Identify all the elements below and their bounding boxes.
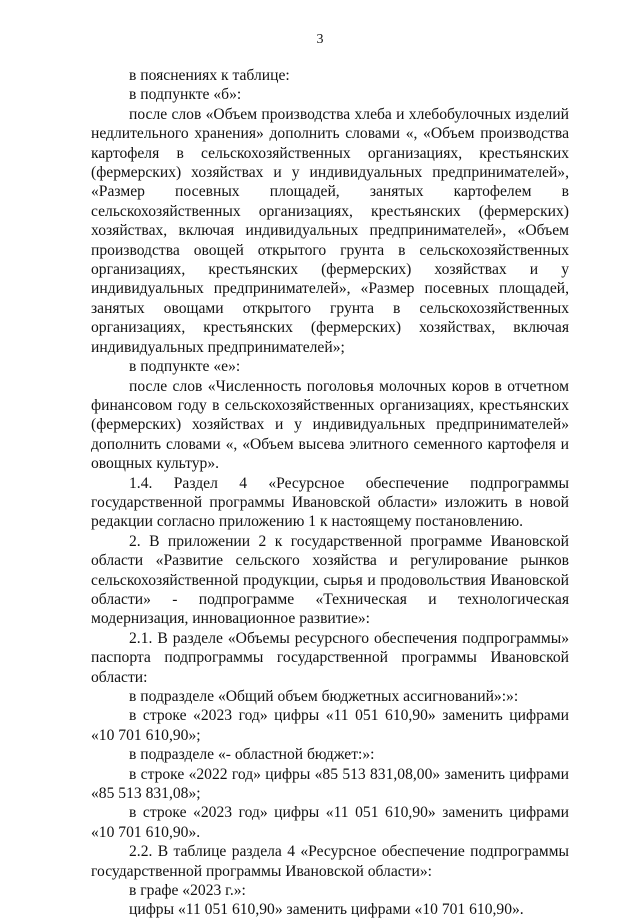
paragraph: в строке «2023 год» цифры «11 051 610,90» заменить цифрами «10 701 610,90». [91,804,569,841]
document-body [91,66,569,920]
paragraph: 2.2. В таблице раздела 4 «Ресурсное обеспечение подпрограммы государственной программы Ивановской области»: [91,843,569,880]
paragraph: цифры «11 051 610,90» заменить цифрами «10 701 610,90». [129,901,524,919]
paragraph: в подразделе «Общий объем бюджетных ассигнований»:»: [129,688,519,705]
paragraph: в подпункте «е»: [129,358,241,376]
paragraph: после слов «Объем производства хлеба и хлебобулочных изделий недлительного хранения» дополнить словами «, «Объем производства картофеля в сельскохозяйственных организациях, крестьянских (фермерских) хозяйствах и у индивидуальных предпринимателей», «Размер посевных площадей, занятых картофелем в сельскохозяйственных организациях, крестьянских (фермерских) хозяйствах, включая индивидуальных предпринимателей», «Объем производства овощей открытого грунта в сельскохозяйственных организациях, крестьянских (фермерских) хозяйствах и у индивидуальных предпринимателей», «Размер посевных площадей, занятых овощами открытого грунта в сельскохозяйственных организациях, крестьянских (фермерских) хозяйствах, включая индивидуальных предпринимателей»; [91,105,569,356]
paragraph: после слов «Численность поголовья молочных коров в отчетном финансовом году в сельскохозяйственных организациях, крестьянских (фермерских) хозяйствах и у индивидуальных предпринимателей» дополнить словами «, «Объем высева элитного семенного картофеля и овощных культур». [91,377,569,473]
paragraph: в подпункте «б»: [129,86,242,104]
paragraph: в графе «2023 г.»: [129,882,246,900]
paragraph: в подразделе «- областной бюджет:»: [129,746,375,764]
page-number: 3 [316,32,324,47]
paragraph: в пояснениях к таблице: [129,67,290,84]
paragraph: 1.4. Раздел 4 «Ресурсное обеспечение подпрограммы государственной программы Ивановской области» изложить в новой редакции согласно приложению 1 к настоящему постановлению. [91,474,569,531]
paragraph: 2. В приложении 2 к государственной программе Ивановской области «Развитие сельского хозяйства и регулирование рынков сельскохозяйственной продукции, сырья и продовольствия Ивановской области» - подпрограмме «Техническая и технологическая модернизация, инновационное развитие»: [91,532,569,628]
paragraph: в строке «2023 год» цифры «11 051 610,90» заменить цифрами «10 701 610,90»; [91,707,569,744]
paragraph: 2.1. В разделе «Объемы ресурсного обеспечения подпрограммы» паспорта подпрограммы государственной программы Ивановской области: [91,629,569,686]
paragraph: в строке «2022 год» цифры «85 513 831,08,00» заменить цифрами «85 513 831,08»; [91,765,569,803]
